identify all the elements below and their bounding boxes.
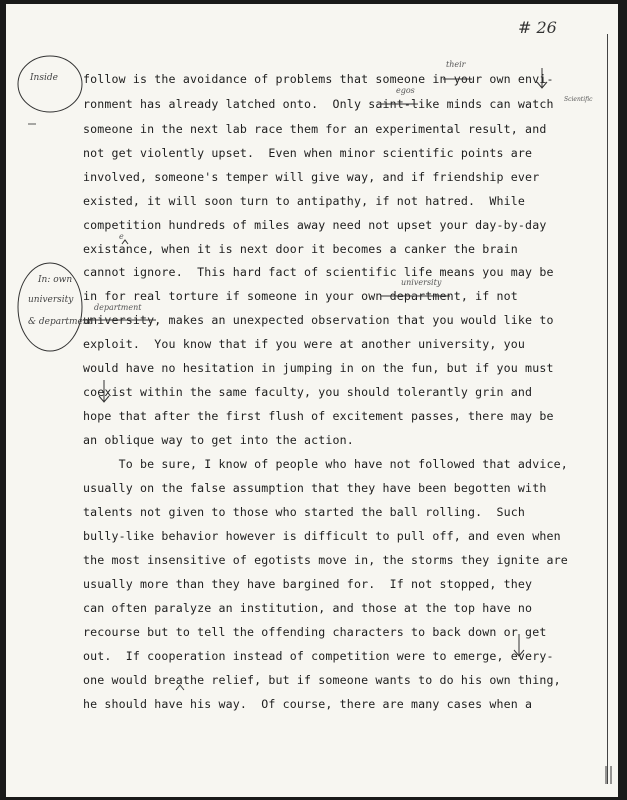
insertion-e: e — [119, 232, 124, 241]
pen-marks — [6, 4, 618, 797]
text-line: recourse but to tell the offending characters to back down or get — [83, 625, 547, 639]
text-line: follow is the avoidance of problems that someone in your own envi- — [83, 72, 554, 86]
text-line: involved, someone's temper will give way, and if friendship ever — [83, 170, 540, 184]
text-line: usually more than they have bargined for. If not stopped, they — [83, 577, 533, 591]
text-line: in for real torture if someone in your own department, if not — [83, 289, 518, 303]
text-line: cannot ignore. This hard fact of scientific life means you may be — [83, 265, 554, 279]
text-line: ronment has already latched onto. Only saint-like minds can watch — [83, 97, 554, 111]
text-line: usually on the false assumption that they have been begotten with — [83, 481, 547, 495]
text-line: he should have his way. Of course, there are many cases when a — [83, 697, 533, 711]
text-line: an oblique way to get into the action. — [83, 433, 354, 447]
insertion-department: department — [94, 303, 142, 312]
text-line: someone in the next lab race them for an experimental result, and — [83, 122, 547, 136]
text-line: existed, it will soon turn to antipathy, if not hatred. While — [83, 194, 526, 208]
text-line: coexist within the same faculty, you should tolerantly grin and — [83, 385, 533, 399]
text-line: would have no hesitation in jumping in on the fun, but if you must — [83, 361, 554, 375]
text-line: hope that after the first flush of excitement passes, there may be — [83, 409, 554, 423]
margin-note-own-a: In: own — [38, 275, 73, 285]
text-line: bully-like behavior however is difficult to pull off, and even when — [83, 529, 561, 543]
text-line: university, makes an unexpected observation that you would like to — [83, 313, 554, 327]
text-line: existance, when it is next door it becomes a canker the brain — [83, 242, 518, 256]
text-line: exploit. You know that if you were at another university, you — [83, 337, 526, 351]
text-line: can often paralyze an institution, and those at the top have no — [83, 601, 533, 615]
text-line: out. If cooperation instead of competition were to emerge, every- — [83, 649, 554, 663]
insertion-university: university — [401, 278, 442, 287]
margin-note-right: Scientific — [564, 96, 593, 103]
text-line: talents not given to those who started the ball rolling. Such — [83, 505, 526, 519]
text-line: the most insensitive of egotists move in, the storms they ignite are — [83, 553, 568, 567]
insertion-egos: egos — [396, 86, 415, 95]
text-line: not get violently upset. Even when minor scientific points are — [83, 146, 533, 160]
text-line: one would breathe relief, but if someone wants to do his own thing, — [83, 673, 561, 687]
document-page — [6, 4, 618, 797]
text-line: competition hundreds of miles away need not upset your day-by-day — [83, 218, 547, 232]
margin-note-own-c: & department — [28, 317, 93, 327]
page-number: # 26 — [518, 18, 557, 37]
insertion-their: their — [446, 60, 466, 69]
margin-note-own-b: university — [28, 295, 74, 305]
margin-note-inside: Inside — [30, 73, 58, 83]
text-line: To be sure, I know of people who have not followed that advice, — [83, 457, 568, 471]
